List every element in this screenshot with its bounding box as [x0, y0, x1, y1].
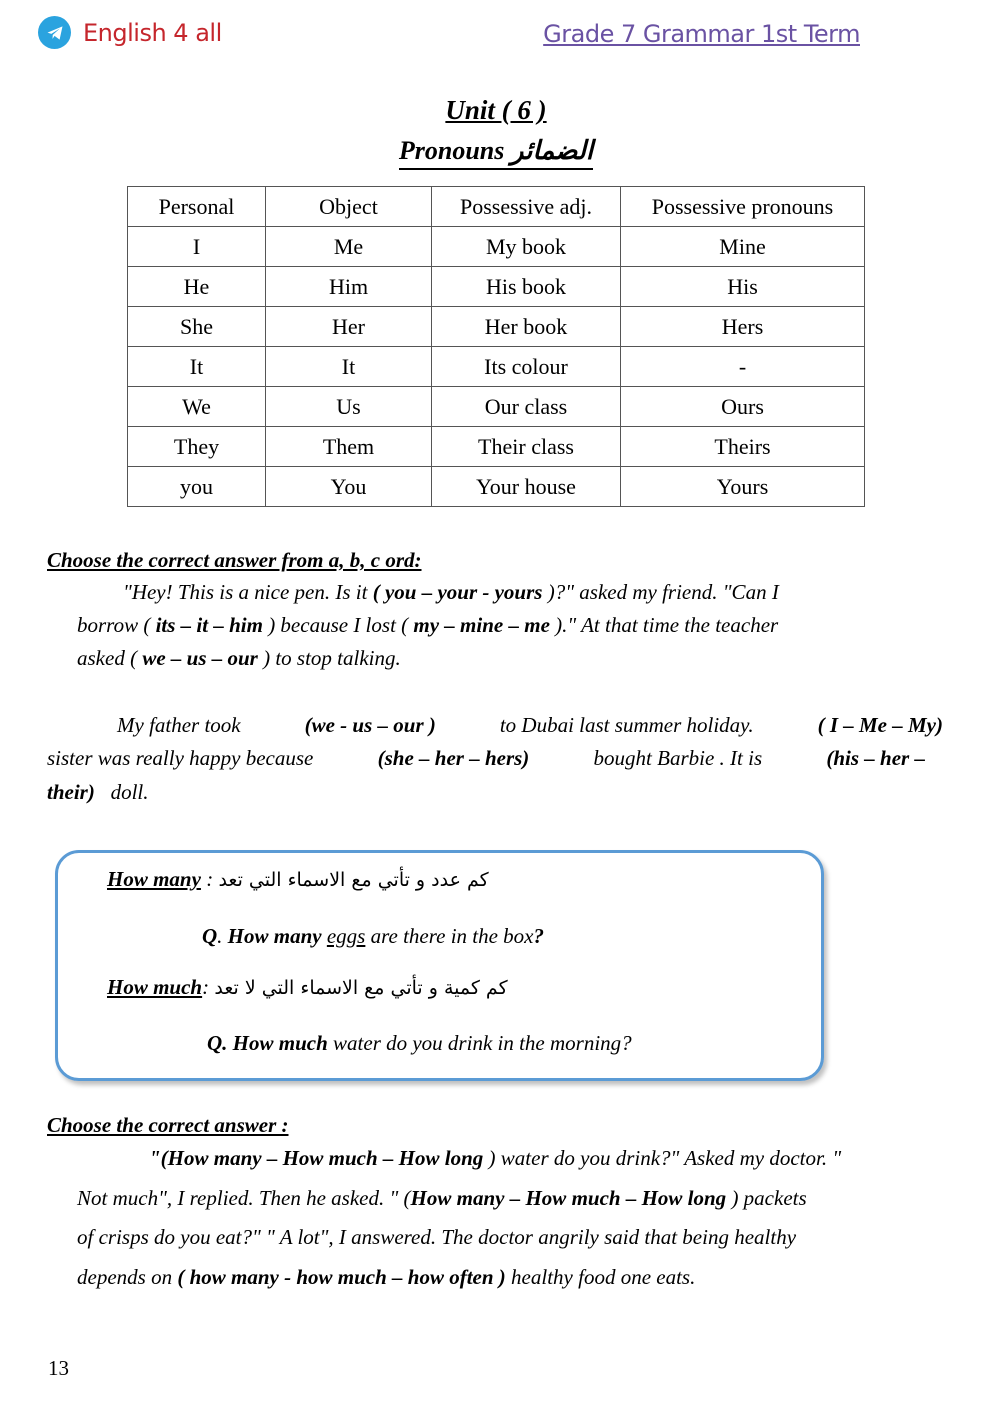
table-cell: Me	[266, 227, 432, 267]
table-cell: Your house	[432, 467, 621, 507]
table-cell: Us	[266, 387, 432, 427]
paragraph-line: of crisps do you eat?" " A lot", I answered. The doctor angrily said that being healthy	[77, 1225, 797, 1249]
subtitle-wrap	[0, 136, 992, 170]
brand	[38, 16, 222, 49]
table-row	[128, 267, 865, 307]
column-header: Possessive pronouns	[621, 187, 865, 227]
table-cell: -	[621, 347, 865, 387]
table-cell: They	[128, 427, 266, 467]
table-row	[128, 387, 865, 427]
page-number: 13	[48, 1356, 69, 1380]
table-header-row	[128, 187, 865, 227]
table-cell: His book	[432, 267, 621, 307]
table-cell: You	[266, 467, 432, 507]
table-cell: I	[128, 227, 266, 267]
paragraph-line: their) doll.	[47, 780, 149, 804]
table-cell: Mine	[621, 227, 865, 267]
paragraph-line: My father took (we - us – our ) to Dubai last summer holiday. ( I – Me – My)	[117, 713, 943, 737]
paragraph-line: Not much", I replied. Then he asked. " (How many – How much – How long ) packets	[77, 1186, 807, 1210]
unit-title: Unit ( 6 )	[445, 95, 547, 125]
column-header: Object	[266, 187, 432, 227]
table-cell: He	[128, 267, 266, 307]
subtitle: Pronouns الضمائر	[399, 136, 593, 170]
table-cell: My book	[432, 227, 621, 267]
table-cell: It	[266, 347, 432, 387]
table-cell: Ours	[621, 387, 865, 427]
table-cell: Hers	[621, 307, 865, 347]
table-row	[128, 307, 865, 347]
brand-name: English 4 all	[83, 18, 222, 47]
paragraph-line: "(How many – How much – How long ) water do you drink?" Asked my doctor. "	[149, 1146, 842, 1170]
exercise-2-title: Choose the correct answer :	[47, 1113, 289, 1137]
table-cell: Him	[266, 267, 432, 307]
table-cell: She	[128, 307, 266, 347]
table-cell: Theirs	[621, 427, 865, 467]
table-cell: Her	[266, 307, 432, 347]
paragraph-line: borrow ( its – it – him ) because I lost ( my – mine – me )." At that time the teacher	[77, 613, 779, 637]
exercise-1-title: Choose the correct answer from a, b, c ord:	[47, 548, 422, 572]
column-header: Personal	[128, 187, 266, 227]
telegram-icon	[38, 16, 71, 49]
how-many-example: Q. How many eggs are there in the box?	[202, 924, 545, 948]
table-cell: Her book	[432, 307, 621, 347]
table-cell: Yours	[621, 467, 865, 507]
pronoun-table	[127, 186, 865, 507]
table-cell: you	[128, 467, 266, 507]
table-cell: Our class	[432, 387, 621, 427]
paragraph-line: "Hey! This is a nice pen. Is it ( you – your - yours )?" asked my friend. "Can I	[123, 580, 779, 604]
table-row	[128, 467, 865, 507]
paragraph-line: asked ( we – us – our ) to stop talking.	[77, 646, 401, 670]
table-cell: Them	[266, 427, 432, 467]
table-row	[128, 427, 865, 467]
how-much-rule: How much: كم كمية و تأتي مع الاسماء التي لا تعد	[107, 975, 508, 999]
table-cell: Their class	[432, 427, 621, 467]
how-many-much-note-box	[55, 850, 824, 1081]
how-many-rule: How many : كم عدد و تأتي مع الاسماء التي تعد	[107, 867, 489, 891]
column-header: Possessive adj.	[432, 187, 621, 227]
table-row	[128, 347, 865, 387]
table-cell: It	[128, 347, 266, 387]
paragraph-line: depends on ( how many - how much – how often ) healthy food one eats.	[77, 1265, 696, 1289]
table-cell: Its colour	[432, 347, 621, 387]
table-cell: We	[128, 387, 266, 427]
table-cell: His	[621, 267, 865, 307]
page-header-title: Grade 7 Grammar 1st Term	[543, 20, 860, 48]
how-much-example: Q. How much water do you drink in the morning?	[207, 1031, 632, 1055]
paragraph-line: sister was really happy because (she – her – hers) bought Barbie . It is (his – her –	[47, 746, 925, 770]
table-row	[128, 227, 865, 267]
